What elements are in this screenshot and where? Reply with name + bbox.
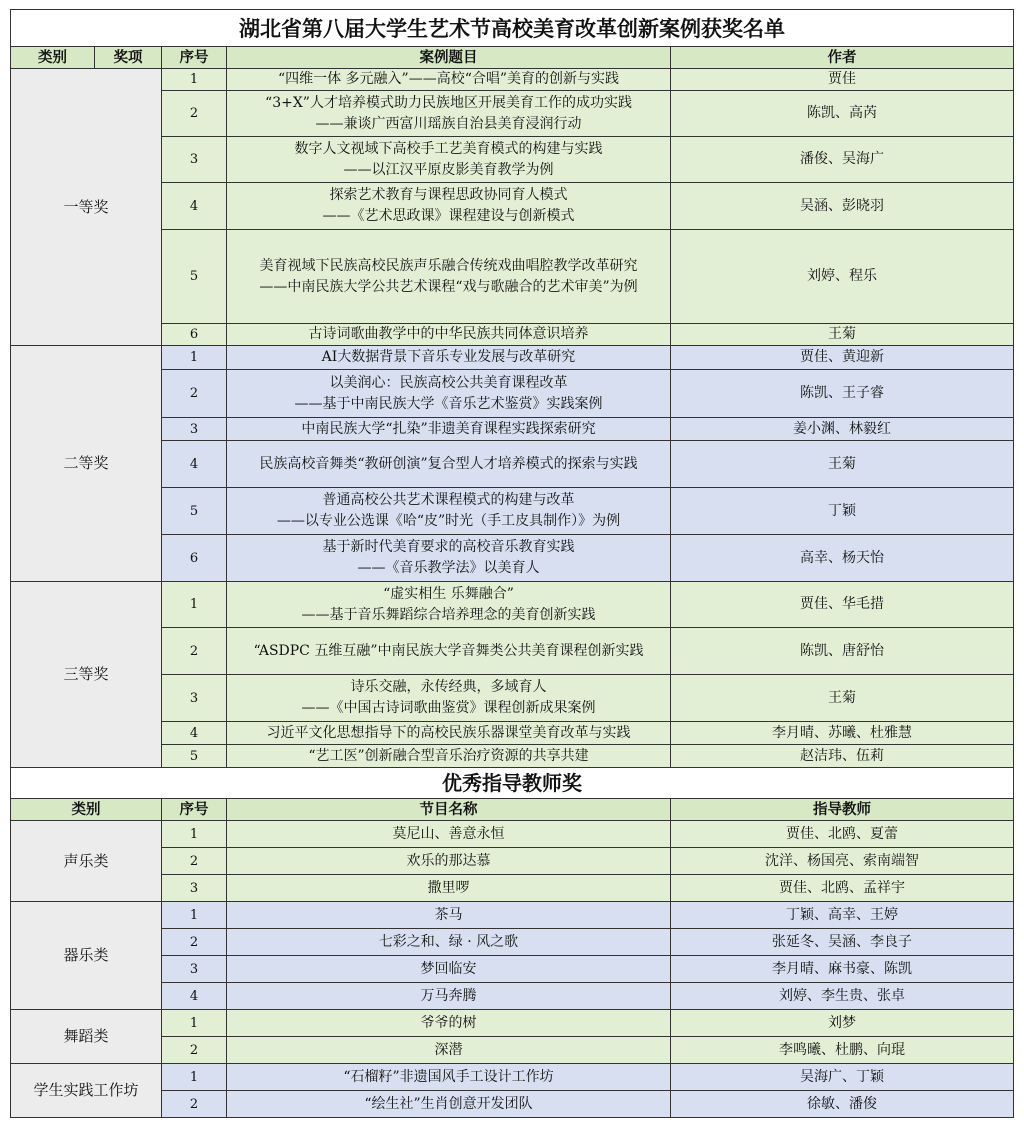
case-title-line: 基于新时代美育要求的高校音乐教育实践 [322, 539, 575, 555]
case-title-line: ——以专业公选课《哈“皮”时光（手工皮具制作）》为例 [276, 513, 621, 529]
instructor-names: 贾佳、北鸥、孟祥宇 [671, 875, 1014, 902]
program-name: 万马奔腾 [227, 983, 671, 1010]
instructor-names: 沈洋、杨国亮、索南端智 [671, 848, 1014, 875]
table-row [11, 1064, 1014, 1091]
case-title [227, 488, 671, 535]
case-title-line: ——以江汉平原皮影美育教学为例 [343, 161, 554, 178]
table-row [11, 956, 1014, 983]
case-author: 刘婷、程乐 [671, 230, 1014, 324]
row-number: 3 [162, 875, 227, 902]
table-row [11, 535, 1014, 582]
case-title-line: ——《艺术思政课》课程建设与创新模式 [322, 208, 575, 224]
table-row [11, 875, 1014, 902]
title-row [11, 10, 1014, 47]
case-title [227, 137, 671, 183]
program-name: 深潜 [227, 1037, 671, 1064]
case-title [227, 324, 671, 346]
case-author: 吴涵、彭晓羽 [671, 183, 1014, 230]
program-name: 莫尼山、善意永恒 [227, 821, 671, 848]
row-number: 1 [162, 1064, 227, 1091]
row-number: 1 [162, 69, 227, 91]
case-title-line: ——基于中南民族大学《音乐艺术鉴赏》实践案例 [294, 395, 603, 412]
row-number: 1 [162, 582, 227, 628]
table-row [11, 902, 1014, 929]
row-number: 4 [162, 983, 227, 1010]
case-author: 高幸、杨天怡 [671, 535, 1014, 582]
row-number: 2 [162, 1091, 227, 1118]
case-title-line: 普通高校公共艺术课程模式的构建与改革 [322, 492, 575, 508]
row-number: 1 [162, 902, 227, 929]
table-row [11, 91, 1014, 137]
row-number: 4 [162, 722, 227, 745]
instructor-names: 贾佳、北鸥、夏蕾 [671, 821, 1014, 848]
case-title [227, 582, 671, 628]
section-title: 优秀指导教师奖 [11, 768, 1014, 799]
case-title [227, 535, 671, 582]
case-author: 李月晴、苏曦、杜雅慧 [671, 722, 1014, 745]
program-name: 七彩之和、绿 · 风之歌 [227, 929, 671, 956]
program-category: 学生实践工作坊 [11, 1064, 162, 1118]
table-row [11, 370, 1014, 418]
row-number: 3 [162, 418, 227, 441]
case-author: 陈凯、高芮 [671, 91, 1014, 137]
header-teacher: 指导教师 [671, 799, 1014, 821]
row-number: 4 [162, 183, 227, 230]
instructor-names: 吴海广、丁颖 [671, 1064, 1014, 1091]
case-title [227, 230, 671, 324]
table-row [11, 324, 1014, 346]
table-row [11, 183, 1014, 230]
program-category: 器乐类 [11, 902, 162, 1010]
table-row [11, 582, 1014, 628]
case-title-line: “艺工医”创新融合型音乐治疗资源的共享共建 [308, 747, 589, 764]
case-title-line: “虚实相生 乐舞融合” [383, 585, 514, 602]
section-title-row [11, 768, 1014, 799]
header-category-2: 类别 [11, 799, 162, 821]
row-number: 5 [162, 230, 227, 324]
row-number: 1 [162, 1010, 227, 1037]
case-title [227, 346, 671, 370]
row-number: 1 [162, 821, 227, 848]
table-row [11, 230, 1014, 324]
case-author: 陈凯、唐舒怡 [671, 628, 1014, 675]
case-title-line: 民族高校音舞类“教研创演”复合型人才培养模式的探索与实践 [259, 455, 638, 472]
instructor-names: 李月晴、麻书豪、陈凯 [671, 956, 1014, 983]
header-row-2 [11, 799, 1014, 821]
case-title [227, 370, 671, 418]
program-name: 茶马 [227, 902, 671, 929]
instructor-names: 徐敏、潘俊 [671, 1091, 1014, 1118]
case-title-line: 中南民族大学“扎染”非遗美育课程实践探索研究 [301, 420, 596, 437]
row-number: 2 [162, 370, 227, 418]
case-title-line: 以美润心：民族高校公共美育课程改革 [329, 374, 568, 391]
table-row [11, 418, 1014, 441]
table-row [11, 675, 1014, 722]
table-row [11, 1037, 1014, 1064]
instructor-names: 张延冬、吴涵、李良子 [671, 929, 1014, 956]
table-row [11, 137, 1014, 183]
case-author: 贾佳 [671, 69, 1014, 91]
program-name: 撒里啰 [227, 875, 671, 902]
row-number: 3 [162, 675, 227, 722]
program-category: 舞蹈类 [11, 1010, 162, 1064]
header-award: 奖项 [95, 47, 162, 69]
program-name: 梦回临安 [227, 956, 671, 983]
row-number: 5 [162, 745, 227, 768]
award-list-document [10, 9, 1013, 1118]
case-title [227, 722, 671, 745]
header-program-name: 节目名称 [227, 799, 671, 821]
table-row [11, 628, 1014, 675]
instructor-names: 刘婷、李生贵、张卓 [671, 983, 1014, 1010]
case-title-line: 习近平文化思想指导下的高校民族乐器课堂美育改革与实践 [266, 724, 631, 741]
case-title-line: 探索艺术教育与课程思政协同育人模式 [329, 187, 568, 203]
case-title [227, 745, 671, 768]
row-number: 2 [162, 929, 227, 956]
case-title [227, 91, 671, 137]
case-author: 赵洁玮、伍莉 [671, 745, 1014, 768]
case-title [227, 675, 671, 722]
table-row [11, 346, 1014, 370]
table-row [11, 488, 1014, 535]
header-no: 序号 [162, 47, 227, 69]
header-no-2: 序号 [162, 799, 227, 821]
instructor-names: 丁颖、高幸、王婷 [671, 902, 1014, 929]
row-number: 4 [162, 441, 227, 488]
row-number: 6 [162, 535, 227, 582]
table-row [11, 848, 1014, 875]
case-title-line: 诗乐交融，永传经典，多域育人 [350, 679, 547, 695]
program-name: “绘生社”生肖创意开发团队 [227, 1091, 671, 1118]
case-title-line: ——兼谈广西富川瑶族自治县美育浸润行动 [315, 115, 582, 132]
row-number: 6 [162, 324, 227, 346]
case-title-line: “ASDPC 五维互融”中南民族大学音舞类公共美育课程创新实践 [253, 642, 644, 659]
award-level: 一等奖 [11, 69, 162, 346]
table-row [11, 929, 1014, 956]
header-topic: 案例题目 [227, 47, 671, 69]
case-title [227, 69, 671, 91]
case-title-line: ——中南民族大学公共艺术课程“戏与歌融合的艺术审美”为例 [259, 278, 638, 295]
row-number: 2 [162, 848, 227, 875]
case-title [227, 183, 671, 230]
table-row [11, 745, 1014, 768]
case-title-line: 数字人文视域下高校手工艺美育模式的构建与实践 [294, 140, 603, 157]
row-number: 2 [162, 91, 227, 137]
case-title [227, 628, 671, 675]
case-title-line: ——《音乐教学法》以美育人 [357, 560, 540, 576]
header-author: 作者 [671, 47, 1014, 69]
case-author: 姜小渊、林毅红 [671, 418, 1014, 441]
case-title-line: AI大数据背景下音乐专业发展与改革研究 [321, 349, 576, 365]
award-level: 二等奖 [11, 346, 162, 582]
header-row [11, 47, 1014, 69]
case-author: 陈凯、王子睿 [671, 370, 1014, 418]
row-number: 5 [162, 488, 227, 535]
case-title-line: ——基于音乐舞蹈综合培养理念的美育创新实践 [301, 606, 596, 623]
case-author: 王菊 [671, 441, 1014, 488]
case-title-line: ——《中国古诗词歌曲鉴赏》课程创新成果案例 [301, 700, 596, 716]
case-author: 王菊 [671, 675, 1014, 722]
case-author: 潘俊、吴海广 [671, 137, 1014, 183]
program-name: 欢乐的那达慕 [227, 848, 671, 875]
row-number: 1 [162, 346, 227, 370]
table-row [11, 1091, 1014, 1118]
program-category: 声乐类 [11, 821, 162, 902]
instructor-names: 刘梦 [671, 1010, 1014, 1037]
case-author: 丁颖 [671, 488, 1014, 535]
award-table [10, 9, 1014, 1118]
table-row [11, 69, 1014, 91]
case-author: 贾佳、黄迎新 [671, 346, 1014, 370]
case-author: 王菊 [671, 324, 1014, 346]
case-author: 贾佳、华毛措 [671, 582, 1014, 628]
program-name: “石榴籽”非遗国风手工设计工作坊 [227, 1064, 671, 1091]
table-row [11, 722, 1014, 745]
table-row [11, 1010, 1014, 1037]
case-title-line: 美育视域下民族高校民族声乐融合传统戏曲唱腔教学改革研究 [259, 257, 638, 274]
award-level: 三等奖 [11, 582, 162, 768]
case-title-line: “四维一体 多元融入”——高校“合唱”美育的创新与实践 [277, 71, 620, 87]
row-number: 3 [162, 137, 227, 183]
page-title: 湖北省第八届大学生艺术节高校美育改革创新案例获奖名单 [11, 10, 1014, 47]
table-row [11, 983, 1014, 1010]
row-number: 3 [162, 956, 227, 983]
row-number: 2 [162, 1037, 227, 1064]
case-title-line: “3+X”人才培养模式助力民族地区开展美育工作的成功实践 [265, 94, 632, 111]
table-row [11, 441, 1014, 488]
table-row [11, 821, 1014, 848]
case-title [227, 418, 671, 441]
row-number: 2 [162, 628, 227, 675]
case-title-line: 古诗词歌曲教学中的中华民族共同体意识培养 [308, 326, 589, 342]
instructor-names: 李鸣曦、杜鹏、向琨 [671, 1037, 1014, 1064]
program-name: 爷爷的树 [227, 1010, 671, 1037]
case-title [227, 441, 671, 488]
header-category: 类别 [11, 47, 95, 69]
